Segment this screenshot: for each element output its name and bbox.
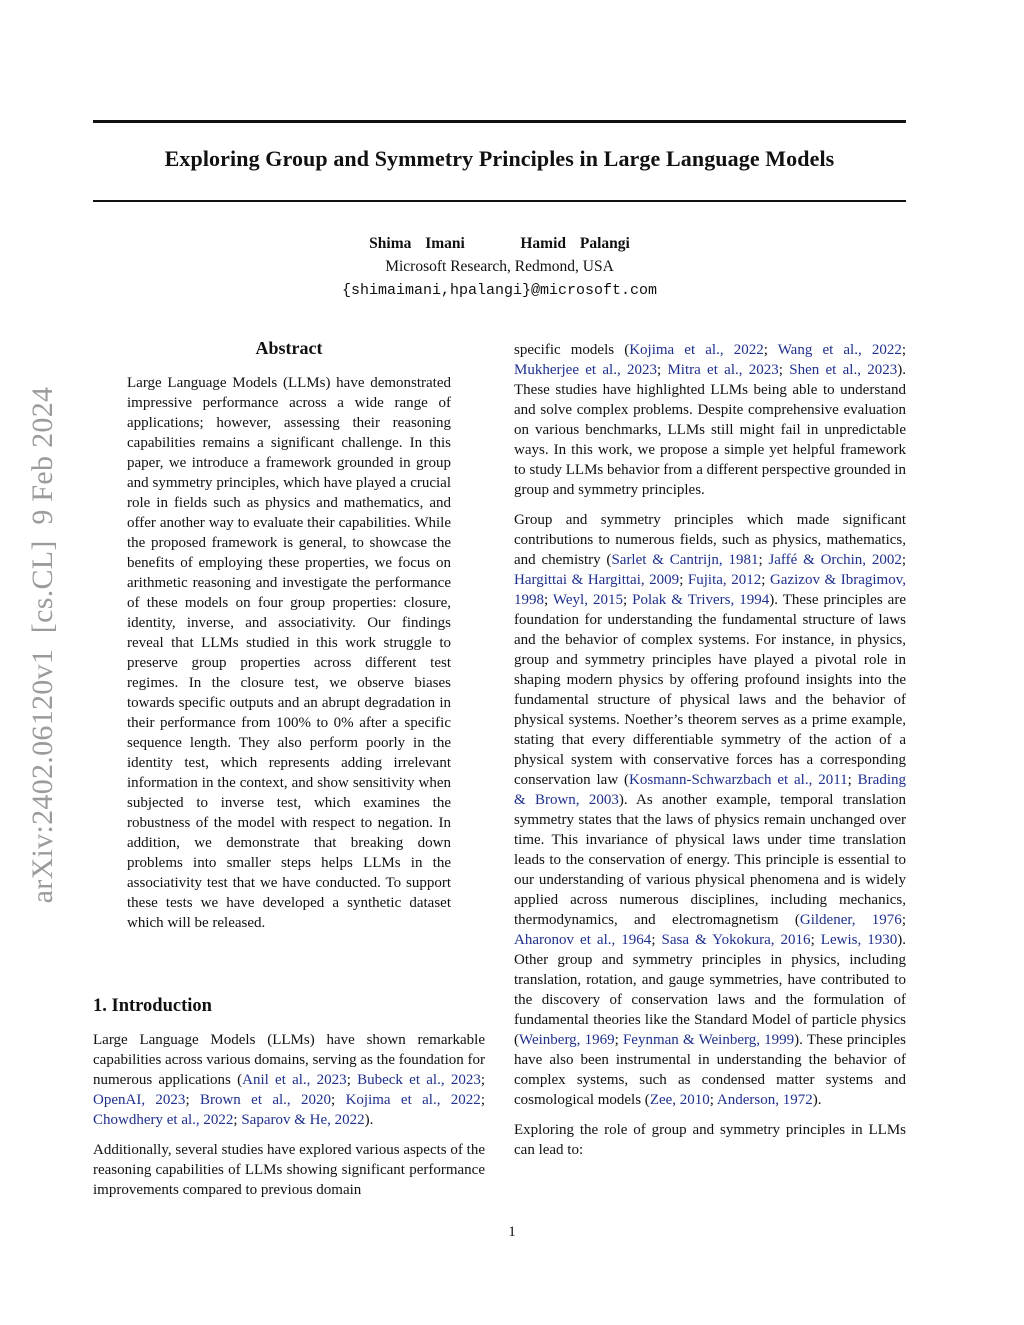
citation-link[interactable]: Kojima et al., 2022	[629, 342, 764, 358]
citation-link[interactable]: Wang et al., 2022	[777, 342, 902, 358]
introduction-heading: 1. Introduction	[93, 996, 212, 1016]
citation-link[interactable]: Mukherjee et al., 2023	[514, 362, 657, 378]
citation-link[interactable]: Feynman & Weinberg, 1999	[622, 1032, 795, 1048]
citation-link[interactable]: Sasa & Yokokura, 2016	[661, 932, 811, 948]
citation-link[interactable]: Brown et al., 2020	[199, 1092, 332, 1108]
right-paragraph-3: Exploring the role of group and symmetry principles in LLMs can lead to:	[514, 1122, 906, 1158]
paper-title: Exploring Group and Symmetry Principles in Large Language Models	[164, 146, 835, 171]
citation-link[interactable]: Anil et al., 2023	[242, 1072, 347, 1088]
citation-link[interactable]: Mitra et al., 2023	[667, 362, 779, 378]
citation-link[interactable]: Fujita, 2012	[687, 572, 762, 588]
citation-link[interactable]: Gildener, 1976	[799, 912, 902, 928]
citation-link[interactable]: Weinberg, 1969	[519, 1032, 615, 1048]
citation-link[interactable]: Kojima et al., 2022	[345, 1092, 481, 1108]
citation-link[interactable]: Gazizov & Ibragimov, 1998	[514, 572, 906, 608]
title-bottom-rule	[93, 200, 906, 202]
citation-link[interactable]: Polak & Trivers, 1994	[632, 592, 770, 608]
citation-link[interactable]: Jaffé & Orchin, 2002	[768, 552, 902, 568]
intro-paragraph-2: Additionally, several studies have explored various aspects of the reasoning capabilities of LLMs showing significant performance improvements compared to previous domain	[93, 1142, 485, 1198]
citation-link[interactable]: Kosmann-Schwarzbach et al., 2011	[629, 772, 848, 788]
arxiv-sidebar-stamp: arXiv:2402.06120v1 [cs.CL] 9 Feb 2024	[26, 386, 59, 904]
citation-link[interactable]: Sarlet & Cantrijn, 1981	[611, 552, 759, 568]
citation-link[interactable]: Bubeck et al., 2023	[357, 1072, 481, 1088]
affiliation: Microsoft Research, Redmond, USA	[385, 258, 614, 275]
citation-link[interactable]: Weyl, 2015	[552, 592, 623, 608]
abstract-heading: Abstract	[255, 338, 323, 358]
title-top-rule	[93, 120, 906, 123]
author-list: Shima Imani Hamid Palangi	[369, 235, 630, 252]
author-email: {shimaimani,hpalangi}@microsoft.com	[341, 282, 658, 299]
right-paragraph-2: Group and symmetry principles which made significant contributions to numerous fields, such as physics, mathematics, and chemistry (Sarlet & Cantrijn, 1981; Jaffé & Orchin, 2002; Hargittai & Hargittai, 2009; Fujita, 2012; Gazizov & Ibragimov, 1998; Weyl, 2015; Polak & Trivers, 1994). These principles are foundation for understanding the fundamental structure of laws and the behavior of complex systems. For instance, in physics, group and symmetry principles have played a pivotal role in shaping modern physics by offering profound insights into the fundamental structure of physical laws and the behavior of physical systems. Noether’s theorem serves as a prime example, stating that every differentiable symmetry of the action of a physical system with conservative forces has a corresponding conservation law (Kosmann-Schwarzbach et al., 2011; Brading & Brown, 2003). As another example, temporal translation symmetry states that the laws of physics remain unchanged over time. This invariance of physical laws under time translation leads to the conservation of energy. This principle is essential to our understanding of various physical phenomena and is widely applied across numerous disciplines, including mechanics, thermodynamics, and electromagnetism (Gildener, 1976; Aharonov et al., 1964; Sasa & Yokokura, 2016; Lewis, 1930). Other group and symmetry principles in physics, including translation, rotation, and gauge symmetries, have contributed to the discovery of conservation laws and the formulation of fundamental theories like the Standard Model of particle physics (Weinberg, 1969; Feynman & Weinberg, 1999). These principles have also been instrumental in understanding the behavior of complex systems, such as condensed matter systems and cosmological models (Zee, 2010; Anderson, 1972).	[514, 512, 907, 1108]
citation-link[interactable]: Hargittai & Hargittai, 2009	[514, 572, 680, 588]
citation-link[interactable]: Brading & Brown, 2003	[514, 772, 906, 808]
citation-link[interactable]: Aharonov et al., 1964	[514, 932, 652, 948]
abstract-text: Large Language Models (LLMs) have demonstrated impressive performance across a wide range of applications; however, assessing their reasoning capabilities remains a significant challenge. In this paper, we introduce a framework grounded in group and symmetry principles, which have played a crucial role in fields such as physics and mathematics, and offer another way to evaluate their capabilities. While the proposed framework is general, to showcase the benefits of employing these properties, we focus on arithmetic reasoning and investigate the performance of these models on four group properties: closure, identity, inverse, and associativity. Our findings reveal that LLMs studied in this work struggle to preserve group properties across different test regimes. In the closure test, we observe biases towards specific outputs and an abrupt degradation in their performance from 100% to 0% after a specific sequence length. They also perform poorly in the identity test, which represents adding irrelevant information in the context, and show sensitivity when subjected to inverse test, which examines the robustness of the model with respect to negation. In addition, we demonstrate that breaking down problems into smaller steps helps LLMs in the associativity test that we have conducted. To support these tests we have developed a synthetic dataset which will be released.	[127, 375, 451, 931]
citation-link[interactable]: Chowdhery et al., 2022	[93, 1112, 234, 1128]
citation-link[interactable]: OpenAI, 2023	[93, 1092, 186, 1108]
citation-link[interactable]: Zee, 2010	[649, 1092, 710, 1108]
citation-link[interactable]: Lewis, 1930	[820, 932, 898, 948]
intro-paragraph-1: Large Language Models (LLMs) have shown remarkable capabilities across various domains, serving as the foundation for numerous applications (Anil et al., 2023; Bubeck et al., 2023; OpenAI, 2023; Brown et al., 2020; Kojima et al., 2022; Chowdhery et al., 2022; Saparov & He, 2022).	[93, 1032, 485, 1128]
citation-link[interactable]: Saparov & He, 2022	[241, 1112, 365, 1128]
citation-link[interactable]: Anderson, 1972	[716, 1092, 813, 1108]
right-column	[514, 340, 906, 1170]
right-paragraph-1: specific models (Kojima et al., 2022; Wang et al., 2022; Mukherjee et al., 2023; Mitra et al., 2023; Shen et al., 2023). These studies have highlighted LLMs being able to understand and solve complex problems. Despite comprehensive evaluation on various benchmarks, LLMs still might fail in unpredictable ways. In this work, we propose a simple yet helpful framework to study LLMs behavior from a different perspective grounded in group and symmetry principles.	[514, 342, 906, 498]
citation-link[interactable]: Shen et al., 2023	[789, 362, 898, 378]
page-number: 1	[508, 1224, 516, 1240]
